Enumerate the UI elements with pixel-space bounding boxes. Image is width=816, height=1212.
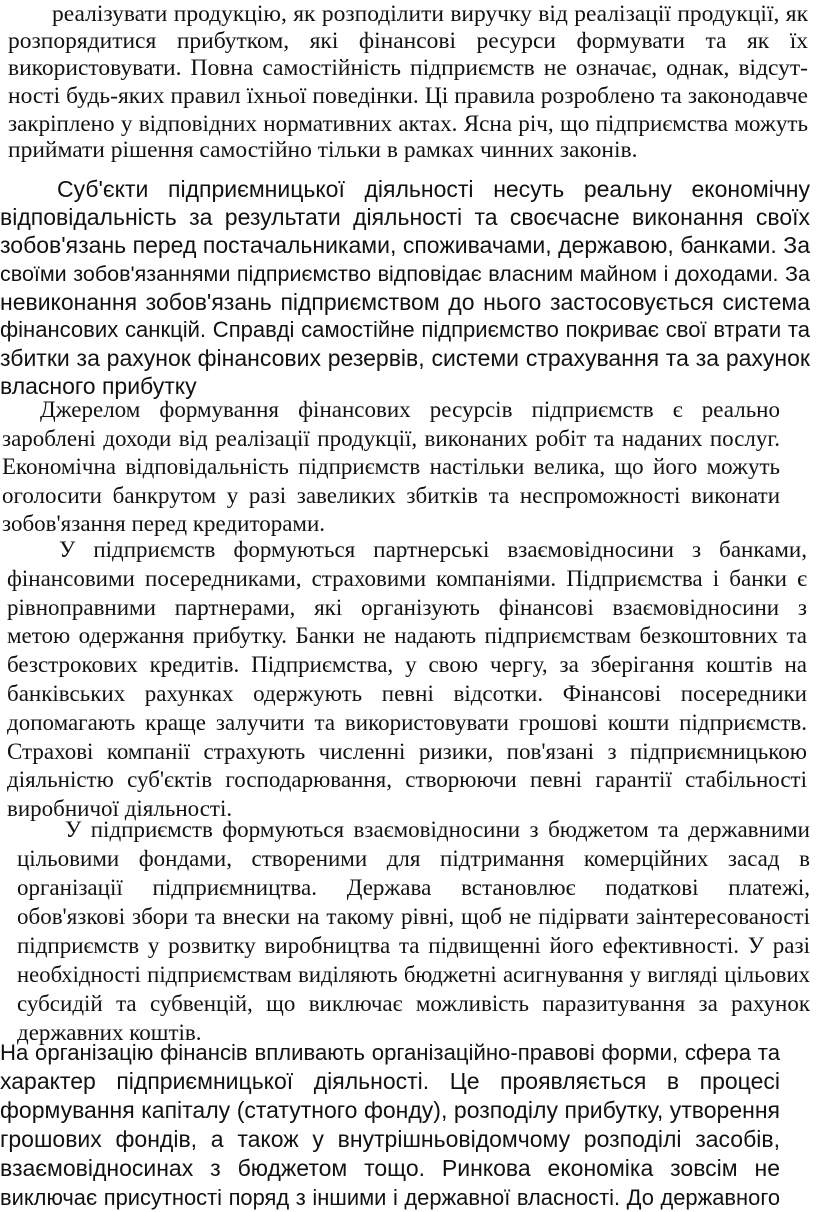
text-line: збитки за рахунок фінансових резервів, системи страхування та за рахунок <box>0 345 810 372</box>
text-line: субсидій та субвенцій, що виключає можливість паразитування за рахунок <box>17 991 810 1016</box>
paragraph-1 <box>8 1 808 164</box>
text-line: підприємств у розвитку виробництва та підвищенні його ефективності. У разі <box>17 933 810 958</box>
text-line: фінансовими посередниками, страховими компаніями. Підприємства і банки є <box>7 565 807 591</box>
text-line: зобов'язання перед кредиторами. <box>2 511 326 537</box>
text-line: взаємовідносинах з бюджетом тощо. Ринкова економіка зовсім не <box>0 1155 780 1181</box>
text-line: Страхові компанії страхують численні ризики, пов'язані з підприємницькою <box>7 738 807 764</box>
text-line: реалізувати продукцію, як розподілити виручку від реалізації продукції, як <box>52 1 808 27</box>
text-line: рівноправними партнерами, які організують фінансові взаємовідносини з <box>7 594 807 620</box>
text-line: У підприємств формуються партнерські взаємовідносини з банками, <box>59 537 807 562</box>
text-line: оголосити банкрутом у разі завеликих збитків та неспроможності виконати <box>2 482 780 508</box>
text-line: власного прибутку <box>0 373 197 400</box>
text-line: відповідальність за результати діяльності та своєчасне виконання своїх <box>0 204 810 231</box>
text-line: організації підприємництва. Держава встановлює податкові платежі, <box>17 875 810 900</box>
text-line: розпорядитися прибутком, які фінансові ресурси формувати та як їх <box>8 28 808 55</box>
text-line: На організацію фінансів впливають організаційно-правові форми, сфера та <box>0 1040 780 1065</box>
text-line: використовувати. Повна самостійність підприємств не означає, однак, відсут- <box>8 55 808 82</box>
paragraph-4 <box>7 536 807 824</box>
text-line: Суб'єкти підприємницької діяльності несуть реальну економічну <box>57 176 810 202</box>
text-line: У підприємств формуються взаємовідносини з бюджетом та державними <box>65 817 810 842</box>
text-line: грошових фондів, а також у внутрішньовідомчому розподілі засобів, <box>0 1126 780 1152</box>
text-line: необхідності підприємствам виділяють бюджетні асигнування у вигляді цільових <box>17 962 810 987</box>
text-line: державних коштів. <box>17 1020 202 1045</box>
text-line: своїми зобов'язаннями підприємство відповідає власним майном і доходами. За <box>0 261 810 286</box>
text-line: характер підприємницької діяльності. Це проявляється в процесі <box>0 1068 780 1094</box>
text-line: метою одержання прибутку. Банки не надають підприємствам безкоштовних та <box>7 623 807 649</box>
text-line: обов'язкові збори та внески на такому рівні, щоб не підірвати заінтересованості <box>17 904 810 929</box>
paragraph-5 <box>17 815 810 1047</box>
text-line: діяльністю суб'єктів господарювання, створюючи певні гарантії стабільності <box>7 767 807 793</box>
paragraph-6 <box>0 1038 780 1212</box>
text-line: допомагають краще залучити та використовувати грошові кошти підприємств. <box>7 709 807 735</box>
text-line: виключає присутності поряд з іншими і державної власності. До державного <box>0 1185 780 1210</box>
text-line: ності будь-яких правил їхньої поведінки. Ці правила розроблено та законодавче <box>8 82 808 109</box>
text-line: закріплено у відповідних нормативних актах. Ясна річ, що підприємства можуть <box>8 109 808 136</box>
text-line: формування капіталу (статутного фонду), розподілу прибутку, утворення <box>0 1097 780 1123</box>
paragraph-2 <box>0 175 810 401</box>
text-line: зобов'язань перед постачальниками, споживачами, державою, банками. За <box>0 232 810 259</box>
text-line: фінансових санкцій. Справді самостійне підприємство покриває свої втрати та <box>0 317 810 343</box>
text-line: виробничої діяльності. <box>7 796 233 822</box>
text-line: Джерелом формування фінансових ресурсів підприємств є реально <box>40 397 780 422</box>
text-line: невиконання зобов'язань підприємством до нього застосовується система <box>0 288 810 315</box>
text-line: приймати рішення самостійно тільки в рамках чинних законів. <box>8 137 638 164</box>
text-line: зароблені доходи від реалізації продукції, виконаних робіт та наданих послуг. <box>2 425 780 451</box>
text-line: Економічна відповідальність підприємств настільки велика, що його можуть <box>2 454 780 480</box>
text-line: банківських рахунках одержують певні відсотки. Фінансові посередники <box>7 680 807 706</box>
paragraph-3 <box>2 396 780 539</box>
text-line: безстрокових кредитів. Підприємства, у свою чергу, за зберігання коштів на <box>7 652 807 678</box>
text-line: цільовими фондами, створеними для підтримання комерційних засад в <box>17 846 810 871</box>
